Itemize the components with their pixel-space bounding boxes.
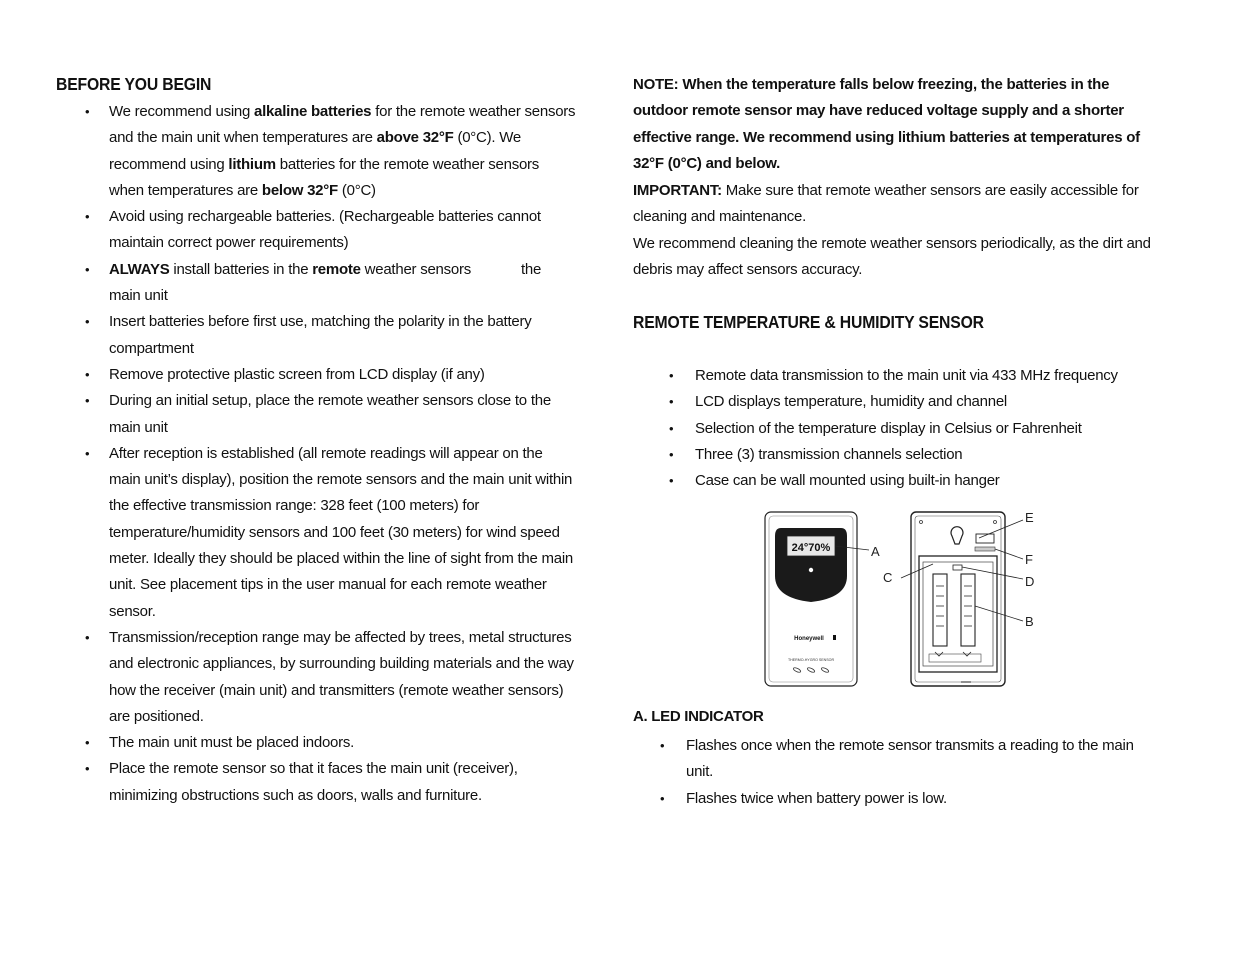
list-item: • ALWAYS install batteries in the remote weather sensors the main unit [56, 257, 576, 310]
brand-logo: Honeywell [794, 636, 824, 642]
before-you-begin-heading: BEFORE YOU BEGIN [56, 74, 212, 94]
list-item: • Insert batteries before first use, matching the polarity in the battery compartment [56, 309, 576, 362]
list-item: • The main unit must be placed indoors. [56, 730, 576, 756]
list-item: • Selection of the temperature display in Celsius or Fahrenheit [633, 416, 1153, 442]
sensor-diagram [761, 506, 1051, 691]
list-item: • Case can be wall mounted using built-in hanger [633, 468, 1153, 494]
callout-e: E [1025, 510, 1034, 525]
before-list [56, 99, 576, 809]
callout-c: C [883, 570, 893, 585]
note-paragraph: NOTE: When the temperature falls below freezing, the batteries in the outdoor remote sensor may have reduced voltage supply and a shorter effective range. We recommend using lithium batteries at temperatures of 32°F (0°C) and below. [633, 76, 1140, 172]
list-item: • Remote data transmission to the main unit via 433 MHz frequency [633, 363, 1153, 389]
lcd-reading: 24°70% [791, 542, 831, 554]
brand-logo-mark [833, 635, 836, 640]
list-item: • Flashes twice when battery power is low. [633, 786, 1153, 812]
important-paragraph: IMPORTANT: Make sure that remote weather sensors are easily accessible for cleaning and maintenance. [633, 182, 1139, 226]
sensor-heading: REMOTE TEMPERATURE & HUMIDITY SENSOR [633, 312, 984, 332]
list-item: • After reception is established (all remote readings will appear on the main unit’s display), position the remote sensors and the main unit within the effective transmission range: 328 feet (100 meters) for temperature/humidity sensors and 100 feet (30 meters) for wind speed meter. Ideally they should be placed within the line of sight from the main unit. See placement tips in the user manual for each remote weather sensor. [56, 441, 576, 625]
callout-f: F [1025, 552, 1033, 567]
important-label: IMPORTANT: [633, 182, 722, 199]
list-item: • Three (3) transmission channels selection [633, 442, 1153, 468]
callout-d: D [1025, 574, 1035, 589]
battery-1 [933, 574, 947, 646]
battery-2 [961, 574, 975, 646]
led-indicator-icon [809, 568, 813, 572]
sensor-front [765, 512, 857, 686]
list-item: • Avoid using rechargeable batteries. (Rechargeable batteries cannot maintain correct power requirements) [56, 204, 576, 257]
sensor-feature-list [633, 363, 1153, 494]
list-item: • Transmission/reception range may be affected by trees, metal structures and electronic appliances, by surrounding building materials and the way how the receiver (main unit) and transmitters (remote weather sensors) are positioned. [56, 625, 576, 730]
sensor-back [911, 512, 1005, 686]
cleaning-paragraph: We recommend cleaning the remote weather sensors periodically, as the dirt and debris may affect sensors accuracy. [633, 235, 1151, 279]
list-item: • During an initial setup, place the remote weather sensors close to the main unit [56, 388, 576, 441]
list-item: • Place the remote sensor so that it faces the main unit (receiver), minimizing obstructions such as doors, walls and furniture. [56, 756, 576, 809]
list-item: • We recommend using alkaline batteries for the remote weather sensors and the main unit when temperatures are above 32°F (0°C). We recommend using lithium batteries for the remote weather sensors when temperatures are below 32°F (0°C) [56, 99, 576, 204]
callout-b: B [1025, 614, 1034, 629]
led-indicator-heading: A. LED INDICATOR [633, 708, 764, 725]
list-item: • Remove protective plastic screen from LCD display (if any) [56, 362, 576, 388]
callout-a: A [871, 544, 880, 559]
model-label: THERMO-HYGRO SENSOR [787, 658, 835, 662]
led-list [633, 733, 1153, 812]
list-item: • LCD displays temperature, humidity and channel [633, 389, 1153, 415]
list-item: • Flashes once when the remote sensor transmits a reading to the main unit. [633, 733, 1153, 786]
